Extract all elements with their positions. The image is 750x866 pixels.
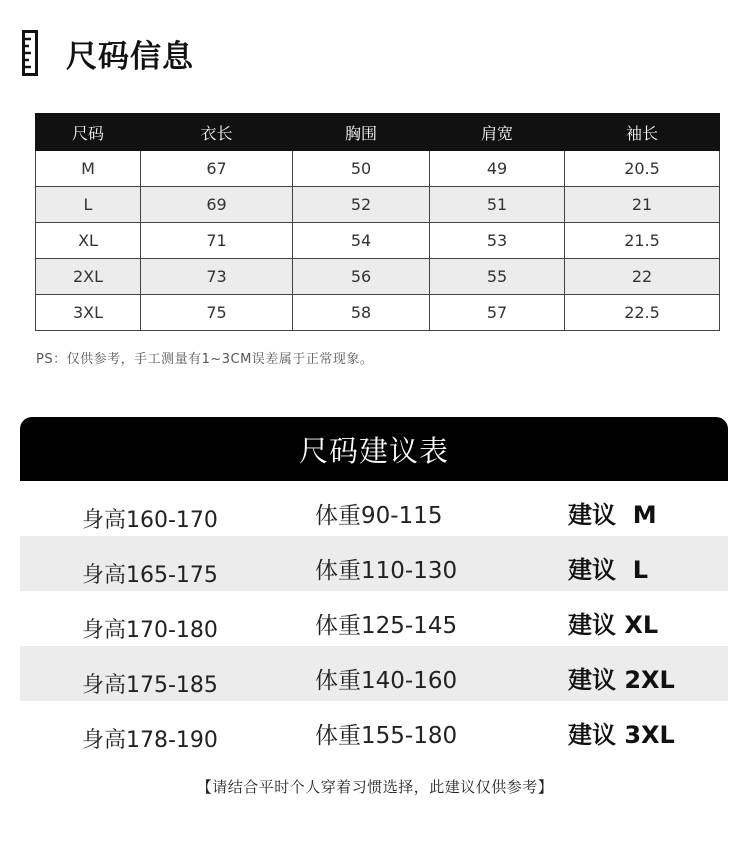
recommendation-title: 尺码建议表 xyxy=(298,433,449,468)
table-cell: 3XL xyxy=(36,295,141,331)
section-header xyxy=(22,28,194,78)
weight-range: 体重90-115 xyxy=(315,503,443,529)
table-row xyxy=(36,259,720,295)
column-header: 尺码 xyxy=(36,114,141,151)
table-cell: 51 xyxy=(430,187,565,223)
table-cell: 20.5 xyxy=(565,151,720,187)
weight-range: 体重155-180 xyxy=(315,723,458,749)
measurement-note: PS：仅供参考，手工测量有1~3CM误差属于正常现象。 xyxy=(36,352,374,367)
table-cell: 21.5 xyxy=(565,223,720,259)
column-header: 肩宽 xyxy=(430,114,565,151)
column-header: 袖长 xyxy=(565,114,720,151)
table-row xyxy=(36,187,720,223)
table-cell: L xyxy=(36,187,141,223)
recommendation-list xyxy=(20,481,728,756)
size-table xyxy=(35,113,720,331)
height-range: 身高165-175 xyxy=(82,563,218,588)
table-cell: 52 xyxy=(293,187,430,223)
height-range: 身高175-185 xyxy=(82,673,218,698)
column-header: 衣长 xyxy=(141,114,293,151)
table-cell: 50 xyxy=(293,151,430,187)
recommendation-header xyxy=(20,417,728,481)
list-item xyxy=(20,646,728,701)
table-cell: 75 xyxy=(141,295,293,331)
table-cell: 57 xyxy=(430,295,565,331)
suggested-size: 建议 2XL xyxy=(568,666,675,694)
table-cell: 58 xyxy=(293,295,430,331)
weight-range: 体重140-160 xyxy=(315,668,458,694)
table-cell: 56 xyxy=(293,259,430,295)
column-header: 胸围 xyxy=(293,114,430,151)
table-cell: 53 xyxy=(430,223,565,259)
list-item xyxy=(20,701,728,756)
weight-range: 体重110-130 xyxy=(315,558,458,584)
page-title: 尺码信息 xyxy=(66,38,194,75)
suggested-size: 建议 L xyxy=(568,556,649,584)
suggested-size: 建议 M xyxy=(568,501,657,529)
table-cell: 55 xyxy=(430,259,565,295)
table-cell: 54 xyxy=(293,223,430,259)
height-range: 身高170-180 xyxy=(82,618,218,643)
list-item xyxy=(20,536,728,591)
table-cell: 21 xyxy=(565,187,720,223)
table-cell: 67 xyxy=(141,151,293,187)
table-cell: XL xyxy=(36,223,141,259)
suggested-size: 建议 XL xyxy=(568,611,659,639)
table-header-row xyxy=(36,114,720,151)
list-item xyxy=(20,591,728,646)
table-cell: 2XL xyxy=(36,259,141,295)
table-cell: 73 xyxy=(141,259,293,295)
list-item xyxy=(20,481,728,536)
table-row xyxy=(36,151,720,187)
table-cell: 22.5 xyxy=(565,295,720,331)
table-row xyxy=(36,223,720,259)
table-row xyxy=(36,295,720,331)
recommendation-footnote: 【请结合平时个人穿着习惯选择，此建议仅供参考】 xyxy=(196,778,554,796)
table-cell: 69 xyxy=(141,187,293,223)
weight-range: 体重125-145 xyxy=(315,613,458,639)
table-cell: 71 xyxy=(141,223,293,259)
table-cell: M xyxy=(36,151,141,187)
ruler-icon xyxy=(22,30,38,76)
height-range: 身高160-170 xyxy=(82,508,218,533)
height-range: 身高178-190 xyxy=(82,728,218,753)
suggested-size: 建议 3XL xyxy=(568,721,675,749)
table-cell: 22 xyxy=(565,259,720,295)
table-cell: 49 xyxy=(430,151,565,187)
